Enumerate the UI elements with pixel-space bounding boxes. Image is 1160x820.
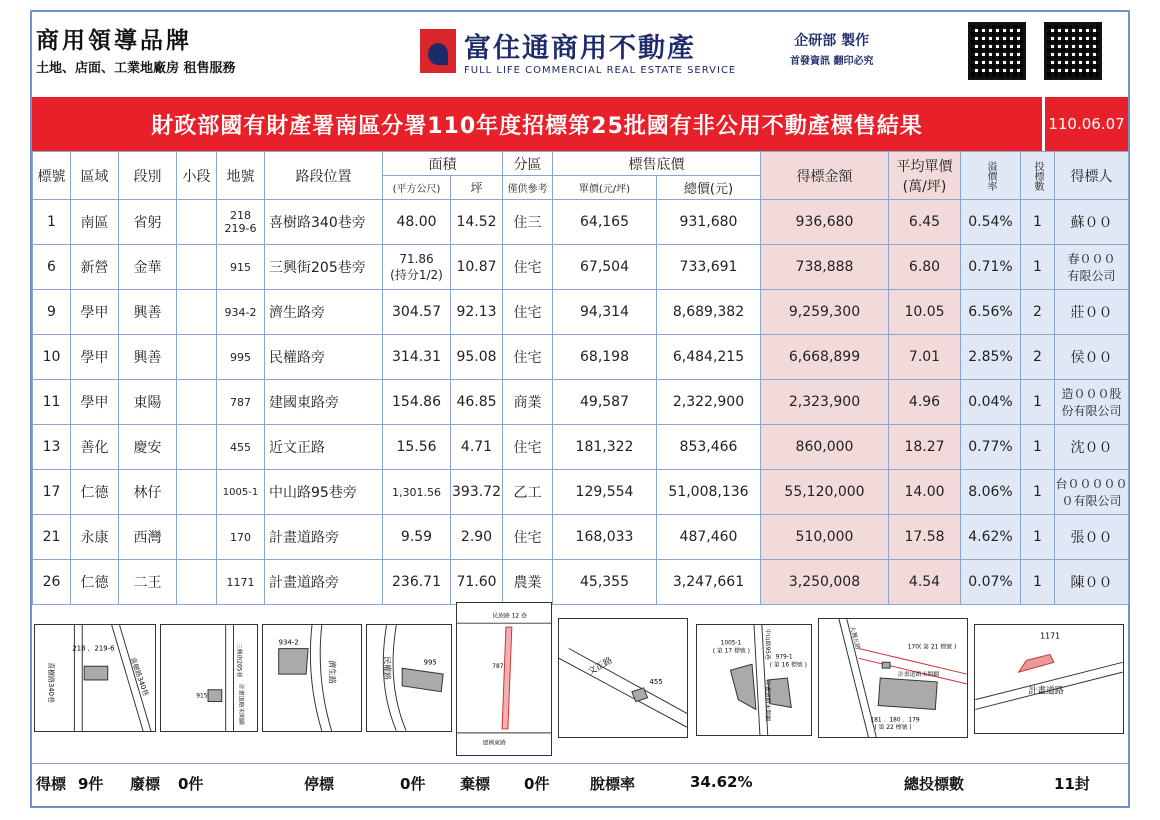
cell-premium-rate: 2.85% (961, 335, 1021, 380)
cell-lot: 170 (217, 515, 265, 560)
map4-road: 民權路 (382, 656, 392, 680)
col-zone: 分區 (503, 152, 553, 176)
cell-lot: 915 (217, 245, 265, 290)
map5-road-bottom: 建國東路 (482, 740, 506, 747)
map7-lot1: 1005-1 (720, 640, 742, 647)
cell-bid-count: 2 (1021, 335, 1055, 380)
brand-block (36, 22, 236, 76)
map-lot-17 (696, 624, 812, 736)
map4-lot: 995 (423, 658, 437, 667)
col-size-ping: 坪 (451, 176, 503, 200)
cell-area: 永康 (71, 515, 119, 560)
map-lot-11 (456, 602, 552, 756)
cell-winner: 陳００ (1055, 560, 1129, 605)
cell-bid-count: 2 (1021, 290, 1055, 335)
won-count: 9件 (78, 775, 104, 793)
cell-premium-rate: 0.77% (961, 425, 1021, 470)
col-zone-note: 僅供參考 (503, 176, 553, 200)
page-title: 財政部國有財產署南區分署110年度招標第25批國有非公用不動產標售結果 (32, 97, 1042, 151)
cell-size-ping: 10.87 (451, 245, 503, 290)
fail-rate-value: 34.62% (690, 773, 753, 791)
cell-zone: 商業 (503, 380, 553, 425)
cell-avg-price: 6.45 (889, 200, 961, 245)
cell-bid-count: 1 (1021, 470, 1055, 515)
cell-lot: 1171 (217, 560, 265, 605)
cell-location: 計畫道路旁 (265, 560, 383, 605)
cell-subsection (177, 560, 217, 605)
cell-avg-price: 7.01 (889, 335, 961, 380)
cell-avg-price: 14.00 (889, 470, 961, 515)
cell-no: 1 (33, 200, 71, 245)
cell-bid-count: 1 (1021, 425, 1055, 470)
map-lot-10 (366, 624, 452, 732)
cell-premium-rate: 0.04% (961, 380, 1021, 425)
cell-no: 26 (33, 560, 71, 605)
cell-section: 金華 (119, 245, 177, 290)
cell-size-ping: 46.85 (451, 380, 503, 425)
cell-no: 10 (33, 335, 71, 380)
cell-lot: 1005-1 (217, 470, 265, 515)
cell-unit-price: 129,554 (553, 470, 657, 515)
map5-lot: 787 (492, 664, 504, 671)
cell-location: 中山路95巷旁 (265, 470, 383, 515)
cell-premium-rate: 8.06% (961, 470, 1021, 515)
cell-total-price: 853,466 (657, 425, 761, 470)
cell-no: 21 (33, 515, 71, 560)
location-maps (32, 600, 1128, 760)
col-base: 標售底價 (553, 152, 761, 176)
map7-lot2-note: ( 第 16 標號 ) (769, 662, 807, 669)
map3-road: 濟生路 (327, 660, 337, 684)
cell-lot: 995 (217, 335, 265, 380)
col-area: 區域 (71, 152, 119, 200)
cell-bid-amount: 936,680 (761, 200, 889, 245)
map7-road1: 中山路95巷 (763, 628, 770, 660)
cell-area: 南區 (71, 200, 119, 245)
cell-size-ping: 2.90 (451, 515, 503, 560)
cell-premium-rate: 0.54% (961, 200, 1021, 245)
cell-total-price: 733,691 (657, 245, 761, 290)
abandon-label: 棄標 (460, 775, 491, 793)
cell-size-m2: 154.86 (383, 380, 451, 425)
cell-section: 東陽 (119, 380, 177, 425)
cell-zone: 農業 (503, 560, 553, 605)
cell-subsection (177, 425, 217, 470)
cell-size-ping: 4.71 (451, 425, 503, 470)
footer-divider (32, 763, 1128, 764)
table-row (33, 560, 1129, 605)
cell-location: 濟生路旁 (265, 290, 383, 335)
map8-lot1: 170( 第 21 標號 ) (907, 644, 957, 651)
col-premium: 溢價率 (961, 152, 1021, 200)
maker-line2: 首發資訊 翻印必究 (790, 56, 874, 67)
cell-area: 學甲 (71, 290, 119, 335)
cell-section: 興善 (119, 290, 177, 335)
map-lot-21-22 (818, 618, 968, 738)
cell-subsection (177, 380, 217, 425)
cell-premium-rate: 6.56% (961, 290, 1021, 335)
map8-lot2: 181 ．180 ．179 (870, 717, 920, 724)
map3-lot: 934-2 (278, 638, 299, 647)
cell-location: 計畫道路旁 (265, 515, 383, 560)
cell-size-m2: 9.59 (383, 515, 451, 560)
map2-road2: 計畫道路未開闢 (237, 683, 244, 725)
cell-bid-amount: 55,120,000 (761, 470, 889, 515)
cell-no: 6 (33, 245, 71, 290)
cell-lot: 934-2 (217, 290, 265, 335)
cell-avg-price: 17.58 (889, 515, 961, 560)
cell-zone: 住宅 (503, 515, 553, 560)
cell-winner: 侯００ (1055, 335, 1129, 380)
company-name: 富住通商用不動產 (464, 33, 696, 64)
cell-bid-count: 1 (1021, 560, 1055, 605)
map9-road: 計畫道路 (1028, 686, 1064, 697)
map7-lot1-note: ( 第 17 標號 ) (712, 648, 750, 655)
cell-section: 林仔 (119, 470, 177, 515)
cell-premium-rate: 4.62% (961, 515, 1021, 560)
col-size-m2: (平方公尺) (383, 176, 451, 200)
col-no: 標號 (33, 152, 71, 200)
cell-total-price: 6,484,215 (657, 335, 761, 380)
map8-road1: 計畫道路未開闢 (897, 672, 940, 679)
cell-bid-count: 1 (1021, 515, 1055, 560)
void-count: 0件 (178, 775, 204, 793)
col-unit-price: 單價(元/坪) (553, 176, 657, 200)
cell-location: 民權路旁 (265, 335, 383, 380)
total-bids-value: 11封 (1054, 775, 1090, 793)
cell-size-ping: 393.72 (451, 470, 503, 515)
maker-line1: 企研部 製作 (794, 33, 870, 49)
col-lot: 地號 (217, 152, 265, 200)
table-row (33, 245, 1129, 290)
cell-area: 善化 (71, 425, 119, 470)
cell-zone: 住宅 (503, 245, 553, 290)
total-bids-label: 總投標數 (904, 775, 965, 793)
cell-size-m2: 15.56 (383, 425, 451, 470)
cell-bid-amount: 6,668,899 (761, 335, 889, 380)
cell-total-price: 51,008,136 (657, 470, 761, 515)
cell-winner: 春０００ 有限公司 (1055, 245, 1129, 290)
table-row (33, 380, 1129, 425)
maker-note (790, 30, 873, 67)
cell-area: 新營 (71, 245, 119, 290)
cell-total-price: 3,247,661 (657, 560, 761, 605)
map6-lot: 455 (649, 677, 663, 686)
cell-area: 仁德 (71, 560, 119, 605)
cell-bid-count: 1 (1021, 380, 1055, 425)
cell-avg-price: 4.96 (889, 380, 961, 425)
map6-road: 文正路 (586, 655, 615, 678)
cell-bid-amount: 510,000 (761, 515, 889, 560)
map-lot-9 (262, 624, 362, 732)
cell-size-ping: 95.08 (451, 335, 503, 380)
cell-bid-count: 1 (1021, 245, 1055, 290)
cell-avg-price: 6.80 (889, 245, 961, 290)
cell-bid-amount: 2,323,900 (761, 380, 889, 425)
cell-size-m2: 314.31 (383, 335, 451, 380)
cell-location: 建國東路旁 (265, 380, 383, 425)
cell-unit-price: 68,198 (553, 335, 657, 380)
stop-count: 0件 (400, 775, 426, 793)
cell-unit-price: 67,504 (553, 245, 657, 290)
cell-zone: 乙工 (503, 470, 553, 515)
map-lot-26 (974, 624, 1124, 734)
map-lot-13 (558, 618, 688, 738)
col-avg: 平均單價 (萬/坪) (889, 152, 961, 200)
cell-location: 三興街205巷旁 (265, 245, 383, 290)
cell-size-ping: 71.60 (451, 560, 503, 605)
logo-icon (420, 29, 456, 73)
abandon-count: 0件 (524, 775, 550, 793)
map9-lot: 1171 (1040, 631, 1061, 641)
map1-lots: 218 ．219-6 (72, 644, 115, 653)
col-location: 路段位置 (265, 152, 383, 200)
map7-road2: 計畫道路未開闢 (763, 680, 770, 722)
cell-subsection (177, 335, 217, 380)
cell-size-m2: 236.71 (383, 560, 451, 605)
won-label: 得標 (36, 775, 67, 793)
cell-lot: 455 (217, 425, 265, 470)
cell-bid-amount: 3,250,008 (761, 560, 889, 605)
table-row (33, 515, 1129, 560)
cell-avg-price: 4.54 (889, 560, 961, 605)
cell-bid-amount: 9,259,300 (761, 290, 889, 335)
cell-winner: 蘇００ (1055, 200, 1129, 245)
cell-winner: 台０００００ ０有限公司 (1055, 470, 1129, 515)
cell-no: 9 (33, 290, 71, 335)
cell-location: 近文正路 (265, 425, 383, 470)
cell-section: 省躬 (119, 200, 177, 245)
cell-location: 喜樹路340巷旁 (265, 200, 383, 245)
company-logo (420, 26, 736, 76)
col-section: 段別 (119, 152, 177, 200)
cell-lot: 218 219-6 (217, 200, 265, 245)
summary-bar (32, 765, 1128, 803)
table-row (33, 335, 1129, 380)
cell-unit-price: 45,355 (553, 560, 657, 605)
table-row (33, 290, 1129, 335)
brand-title: 商用領導品牌 (36, 28, 192, 54)
cell-lot: 787 (217, 380, 265, 425)
cell-winner: 沈００ (1055, 425, 1129, 470)
map1-road2: 喜樹路340巷 (128, 656, 150, 698)
col-subsection: 小段 (177, 152, 217, 200)
cell-zone: 住三 (503, 200, 553, 245)
report-date: 110.06.07 (1043, 97, 1128, 151)
cell-total-price: 487,460 (657, 515, 761, 560)
map-lot-6 (160, 624, 258, 732)
cell-no: 17 (33, 470, 71, 515)
fail-rate-label: 脫標率 (590, 775, 636, 793)
cell-subsection (177, 515, 217, 560)
cell-avg-price: 10.05 (889, 290, 961, 335)
col-total-price: 總價(元) (657, 176, 761, 200)
cell-section: 慶安 (119, 425, 177, 470)
cell-area: 學甲 (71, 335, 119, 380)
map1-road1: 喜樹路340巷 (46, 662, 55, 703)
col-winner: 得標人 (1055, 152, 1129, 200)
cell-premium-rate: 0.71% (961, 245, 1021, 290)
map5-road-top: 民族路 12 巷 (492, 613, 527, 620)
cell-unit-price: 64,165 (553, 200, 657, 245)
cell-avg-price: 18.27 (889, 425, 961, 470)
results-table (32, 151, 1129, 605)
col-size: 面積 (383, 152, 503, 176)
cell-size-ping: 14.52 (451, 200, 503, 245)
map2-lot: 915 (196, 693, 208, 700)
map8-lot2-note: ( 第 22 標號 ) (874, 725, 912, 732)
cell-total-price: 931,680 (657, 200, 761, 245)
cell-area: 學甲 (71, 380, 119, 425)
qr-code-icon (968, 22, 1026, 80)
cell-unit-price: 49,587 (553, 380, 657, 425)
cell-total-price: 8,689,382 (657, 290, 761, 335)
map7-lot2: 979-1 (775, 654, 793, 661)
col-bids: 投標數 (1021, 152, 1055, 200)
cell-subsection (177, 245, 217, 290)
brand-subtitle: 土地、店面、工業地廠房 租售服務 (36, 61, 236, 76)
cell-section: 興善 (119, 335, 177, 380)
cell-winner: 莊００ (1055, 290, 1129, 335)
cell-size-ping: 92.13 (451, 290, 503, 335)
qr-code-icon (1044, 22, 1102, 80)
cell-size-m2: 71.86 (持分1/2) (383, 245, 451, 290)
cell-subsection (177, 470, 217, 515)
cell-no: 11 (33, 380, 71, 425)
cell-subsection (177, 200, 217, 245)
cell-unit-price: 181,322 (553, 425, 657, 470)
cell-bid-count: 1 (1021, 200, 1055, 245)
stop-label: 停標 (304, 775, 335, 793)
cell-size-m2: 304.57 (383, 290, 451, 335)
cell-no: 13 (33, 425, 71, 470)
cell-winner: 造０００股 份有限公司 (1055, 380, 1129, 425)
map2-road1: 三興街205巷 (235, 642, 242, 678)
void-label: 廢標 (130, 775, 161, 793)
cell-area: 仁德 (71, 470, 119, 515)
cell-size-m2: 48.00 (383, 200, 451, 245)
cell-subsection (177, 290, 217, 335)
cell-total-price: 2,322,900 (657, 380, 761, 425)
cell-winner: 張００ (1055, 515, 1129, 560)
table-row (33, 470, 1129, 515)
cell-unit-price: 94,314 (553, 290, 657, 335)
col-bid-amount: 得標金額 (761, 152, 889, 200)
cell-bid-amount: 738,888 (761, 245, 889, 290)
cell-premium-rate: 0.07% (961, 560, 1021, 605)
map8-road2: 大灣五路 (848, 625, 861, 651)
company-name-en: FULL LIFE COMMERCIAL REAL ESTATE SERVICE (464, 65, 737, 76)
table-row (33, 425, 1129, 470)
cell-zone: 住宅 (503, 335, 553, 380)
map-lot-1 (34, 624, 156, 732)
table-row (33, 200, 1129, 245)
cell-bid-amount: 860,000 (761, 425, 889, 470)
cell-zone: 住宅 (503, 290, 553, 335)
cell-section: 二王 (119, 560, 177, 605)
cell-size-m2: 1,301.56 (383, 470, 451, 515)
cell-unit-price: 168,033 (553, 515, 657, 560)
cell-zone: 住宅 (503, 425, 553, 470)
cell-section: 西灣 (119, 515, 177, 560)
